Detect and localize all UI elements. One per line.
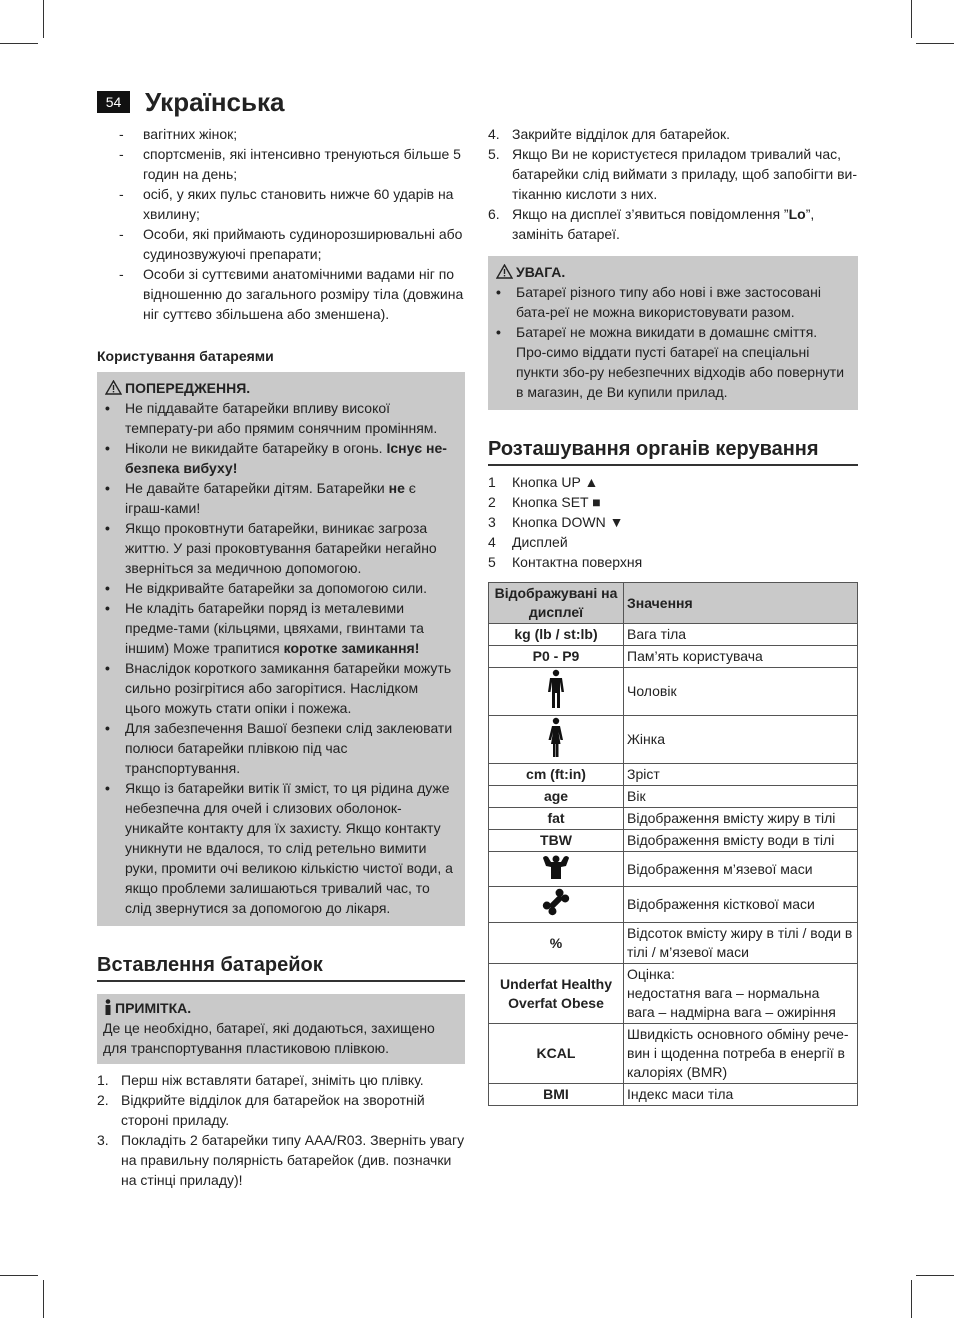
list-item: - осіб, у яких пульс становить нижче 60 ударів на хвилину;: [119, 186, 454, 222]
list-item: 6. Якщо на дисплеї з’явиться повідомлення ”Lo”, замініть батареї.: [488, 206, 815, 242]
list-item-text: Батареї різного типу або нові і вже застосовані бата-реї не можна використовувати разом.: [516, 284, 821, 320]
list-item-text: Існує не-безпека вибуху!: [125, 440, 447, 476]
list-item: • Не відкривайте батарейки за допомогою сили.: [105, 580, 427, 596]
insert-steps: [97, 1070, 465, 1190]
table-key-cell: age: [489, 786, 624, 808]
list-item: 1. Перш ніж вставляти батареї, зніміть цю плівку.: [97, 1072, 424, 1088]
table-value-cell: Відображення вмісту води в тілі: [624, 830, 858, 852]
list-item: 5 Контактна поверхня: [488, 554, 643, 570]
list-item: • Ніколи не викидайте батарейку в огонь. Існує не-безпека вибуху!: [105, 440, 447, 476]
table-row: [489, 1024, 858, 1084]
list-item: 2 Кнопка SET ■: [488, 494, 601, 510]
table-value-cell: Вага тіла: [624, 624, 858, 646]
list-item: - Особи зі суттєвими анатомічними вадами ніг по відношенню до загального розміру тіла (довжина ніг суттєво збільшена або зменшена).: [119, 266, 464, 322]
table-row: [489, 887, 858, 923]
table-row: [489, 808, 858, 830]
note-text: Де це необхідно, батареї, які додаються, захищено для транспортування пластиковою плівкою.: [103, 1020, 435, 1056]
table-row: [489, 764, 858, 786]
list-item: - вагітних жінок;: [119, 126, 238, 142]
table-header-row: [489, 583, 858, 624]
list-item-text: Перш ніж вставляти батареї, зніміть цю плівку.: [121, 1072, 424, 1088]
list-item: 1 Кнопка UP ▲: [488, 474, 599, 490]
crop-mark: [0, 43, 38, 44]
list-item-text: Не давайте батарейки дітям. Батарейки: [125, 480, 389, 496]
list-item-text: Кнопка DOWN ▼: [512, 514, 624, 530]
caution-box: [488, 256, 858, 410]
list-item-text: вагітних жінок;: [143, 126, 238, 142]
info-icon: [103, 999, 113, 1015]
controls-heading: Розташування органів керування: [488, 436, 858, 466]
muscle-icon: [541, 854, 571, 880]
table-header: Значення: [624, 583, 858, 624]
list-item: • Батареї не можна викидати в домашнє сміття. Про-симо віддати пусті батареї на спеціальні пункти збо-ру небезпечних відходів або повернути в магазин, де Ви купили прилад.: [496, 324, 845, 400]
list-item: - Особи, які приймають судинорозширювальні або судинозвужуючі препарати;: [119, 226, 463, 262]
list-item-text: є іграш-ками!: [125, 480, 416, 516]
table-value-cell: Жінка: [624, 716, 858, 764]
list-item: • Внаслідок короткого замикання батарейки можуть сильно розігрітися або загорітися. Наслідком цього можуть стати опіки і пожежа.: [105, 660, 452, 716]
table-key-cell: P0 - P9: [489, 646, 624, 668]
list-item-text: Якщо Ви не користуєтеся приладом тривалий час, батарейки слід виймати з приладу, щоб запобігти ви-тіканню кислоти з них.: [512, 146, 857, 202]
table-row: [489, 786, 858, 808]
list-item-text: не: [388, 480, 405, 496]
crop-mark: [911, 1280, 912, 1318]
list-item-text: осіб, у яких пульс становить нижче 60 ударів на хвилину;: [143, 186, 454, 222]
bone-icon: [541, 888, 571, 916]
battery-use-heading: Користування батареями: [97, 348, 274, 364]
display-table: [488, 582, 858, 1106]
table-key-cell: cm (ft:in): [489, 764, 624, 786]
list-item-text: Батареї не можна викидати в домашнє сміття. Про-симо віддати пусті батареї на спеціальні пункти збо-ру небезпечних відходів або повернути в магазин, де Ви купили прилад.: [516, 324, 845, 400]
list-item-text: Дисплей: [512, 534, 568, 550]
list-item-text: Особи зі суттєвими анатомічними вадами ніг по відношенню до загального розміру тіла (довжина ніг суттєво збільшена або зменшена).: [143, 266, 464, 322]
list-item: • Якщо із батарейки витік її зміст, то ця рідина дуже небезпечна для очей і слизових оболонок- уникайте контакту для їх захисту. Якщо контакту уникнути не вдалося, то слід ретельно вимити руки, промити очі великою кількістю чистої води, а якщо проблеми залишаються тривалий час, то слід звернутися за допомогою до лікаря.: [105, 780, 453, 916]
list-item-text: Якщо проковтнути батарейки, виникає загроза життю. У разі проковтування батарейки негайно зверніться за медичною допомогою.: [125, 520, 437, 576]
woman-icon: [547, 717, 565, 757]
list-item-text: ”, замініть батареї.: [512, 206, 815, 242]
left-column: [97, 124, 465, 1190]
list-item-text: Lo: [788, 206, 806, 222]
warning-icon: [496, 264, 513, 279]
caution-list: [496, 282, 850, 402]
list-item: • Не кладіть батарейки поряд із металевими предме-тами (кільцями, цвяхами, гвинтами та іншим) Може трапитися коротке замикання!: [105, 600, 424, 656]
warning-list: [105, 398, 457, 918]
list-item-text: Ніколи не викидайте батарейку в огонь.: [125, 440, 387, 456]
table-value-cell: Відображення м’язевої маси: [624, 852, 858, 887]
crop-mark: [911, 0, 912, 38]
list-item-text: спортсменів, які інтенсивно тренуються більше 5 годин на день;: [143, 146, 461, 182]
table-key-cell: BMI: [489, 1084, 624, 1106]
table-row: [489, 852, 858, 887]
warning-icon: [105, 380, 122, 395]
list-item: 3. Покладіть 2 батарейки типу AAA/R03. Зверніть увагу на правильну полярність батарейок (див. позначки на стінці приладу)!: [97, 1132, 465, 1188]
list-item-text: Внаслідок короткого замикання батарейки можуть сильно розігрітися або загорітися. Наслідком цього можуть стати опіки і пожежа.: [125, 660, 452, 716]
list-item-text: Не піддавайте батарейки впливу високої температу-ри або прямим сонячним промінням.: [125, 400, 438, 436]
controls-list: [488, 472, 858, 572]
table-row: [489, 1084, 858, 1106]
list-item: • Якщо проковтнути батарейки, виникає загроза життю. У разі проковтування батарейки негайно зверніться за медичною допомогою.: [105, 520, 437, 576]
list-item: • Не давайте батарейки дітям. Батарейки не є іграш-ками!: [105, 480, 416, 516]
warning-title: ПОПЕРЕДЖЕННЯ: [125, 380, 247, 396]
crop-mark: [43, 0, 44, 38]
list-item-text: Для забезпечення Вашої безпеки слід заклеювати полюси батарейки плівкою під час транспортування.: [125, 720, 453, 776]
list-item: - спортсменів, які інтенсивно тренуються більше 5 годин на день;: [119, 146, 461, 182]
list-item: 3 Кнопка DOWN ▼: [488, 514, 624, 530]
list-item-text: Якщо на дисплеї з’явиться повідомлення ”: [512, 206, 789, 222]
table-value-cell: Оцінка: недостатня вага – нормальна вага – надмірна вага – ожиріння: [624, 964, 858, 1024]
list-item-text: Закрийте відділок для батарейок.: [512, 126, 731, 142]
table-key-cell: KCAL: [489, 1024, 624, 1084]
table-value-cell: Швидкість основного обміну рече-вин і щоденна потреба в енергії в калоріях (BMR): [624, 1024, 858, 1084]
crop-mark: [916, 1275, 954, 1276]
crop-mark: [916, 43, 954, 44]
list-item: • Не піддавайте батарейки впливу високої температу-ри або прямим сонячним промінням.: [105, 400, 438, 436]
list-item-text: Не кладіть батарейки поряд із металевими предме-тами (кільцями, цвяхами, гвинтами та іншим) Може трапитися: [125, 600, 424, 656]
table-row: [489, 716, 858, 764]
insert-heading: Вставлення батарейок: [97, 952, 465, 982]
list-item-text: Кнопка SET ■: [512, 494, 601, 510]
table-header: Відображувані на дисплеї: [489, 583, 624, 624]
table-value-cell: Індекс маси тіла: [624, 1084, 858, 1106]
note-box: [97, 994, 465, 1064]
list-item-text: коротке замикання!: [283, 640, 420, 656]
table-value-cell: Чоловік: [624, 668, 858, 716]
table-row: [489, 624, 858, 646]
list-item-text: Контактна поверхня: [512, 554, 643, 570]
note-title: ПРИМІТКА.: [115, 1000, 192, 1016]
list-item: 4 Дисплей: [488, 534, 568, 550]
table-key-cell: Underfat Healthy Overfat Obese: [489, 964, 624, 1024]
contraindication-list: [97, 124, 465, 324]
list-item: • Батареї різного типу або нові і вже застосовані бата-реї не можна використовувати разом.: [496, 284, 821, 320]
table-row: [489, 830, 858, 852]
table-row: [489, 646, 858, 668]
table-row: [489, 923, 858, 964]
list-item: • Для забезпечення Вашої безпеки слід заклеювати полюси батарейки плівкою під час транспортування.: [105, 720, 453, 776]
page-title: Українська: [145, 87, 285, 117]
list-item: 4. Закрийте відділок для батарейок.: [488, 126, 731, 142]
man-icon: [547, 669, 565, 709]
list-item-text: Відкрийте відділок для батарейок на зворотній стороні приладу.: [121, 1092, 425, 1128]
table-value-cell: Зріст: [624, 764, 858, 786]
insert-steps-continued: [488, 124, 858, 244]
list-item: 2. Відкрийте відділок для батарейок на зворотній стороні приладу.: [97, 1092, 425, 1128]
table-key-cell: kg (lb / st:lb): [489, 624, 624, 646]
crop-mark: [43, 1280, 44, 1318]
warning-box: ПОПЕРЕДЖЕННЯ. • Не піддавайте батарейки впливу високої температу-ри або прямим сонячним промінням. • Ніколи не викидайте батарейку в огонь. Існує не-безпека вибуху! • Не давайте батарейки дітям. Батарейки не є іграш-ками! • Якщо проковтнути батарейки, виникає загроза життю. У разі проковтування батарейки негайно зверніться за медичною допомогою. • Не відкривайте батарейки за допомогою сили. • Не кладіть батарейки поряд із металевими предме-тами (кільцями, цвяхами, гвинтами та іншим) Може трапитися коротке замикання! • Внаслідок короткого замикання батарейки можуть сильно розігрітися або загорітися. Наслідком цього можуть стати опіки і пожежа. • Для забезпечення Вашої безпеки слід заклеювати полюси батарейки плівкою під час транспортування. • Якщо із батарейки витік її зміст, то ця рідина дуже небезпечна для очей і слизових оболонок- уникайте контакту для їх захисту. Якщо контакту уникнути не вдалося, то слід ретельно вимити руки, промити очі великою кількістю чистої води, а якщо проблеми залишаються тривалий час, то слід звернутися за допомогою до лікаря.: [97, 372, 465, 926]
crop-mark: [0, 1275, 38, 1276]
list-item-text: Покладіть 2 батарейки типу AAA/R03. Зверніть увагу на правильну полярність батарейок (див. позначки на стінці приладу)!: [121, 1132, 465, 1188]
table-value-cell: Вік: [624, 786, 858, 808]
table-key-cell: fat: [489, 808, 624, 830]
table-key-cell: %: [489, 923, 624, 964]
table-value-cell: Відображення кісткової маси: [624, 887, 858, 923]
table-row: [489, 964, 858, 1024]
list-item: 5. Якщо Ви не користуєтеся приладом тривалий час, батарейки слід виймати з приладу, щоб запобігти ви-тіканню кислоти з них.: [488, 146, 857, 202]
table-value-cell: Відсоток вмісту жиру в тілі / води в тілі / м’язевої маси: [624, 923, 858, 964]
table-row: [489, 668, 858, 716]
list-item-text: Кнопка UP ▲: [512, 474, 599, 490]
right-column: [488, 124, 858, 1106]
caution-title: УВАГА.: [516, 264, 566, 280]
table-key-cell: TBW: [489, 830, 624, 852]
table-value-cell: Пам’ять користувача: [624, 646, 858, 668]
list-item-text: Якщо із батарейки витік її зміст, то ця рідина дуже небезпечна для очей і слизових оболонок- уникайте контакту для їх захисту. Якщо контакту уникнути не вдалося, то слід ретельно вимити руки, промити очі великою кількістю чистої води, а якщо проблеми залишаються тривалий час, то слід звернутися за допомогою до лікаря.: [125, 780, 453, 916]
list-item-text: Не відкривайте батарейки за допомогою сили.: [125, 580, 427, 596]
list-item-text: Особи, які приймають судинорозширювальні або судинозвужуючі препарати;: [143, 226, 463, 262]
table-value-cell: Відображення вмісту жиру в тілі: [624, 808, 858, 830]
page-number: 54: [97, 91, 130, 113]
